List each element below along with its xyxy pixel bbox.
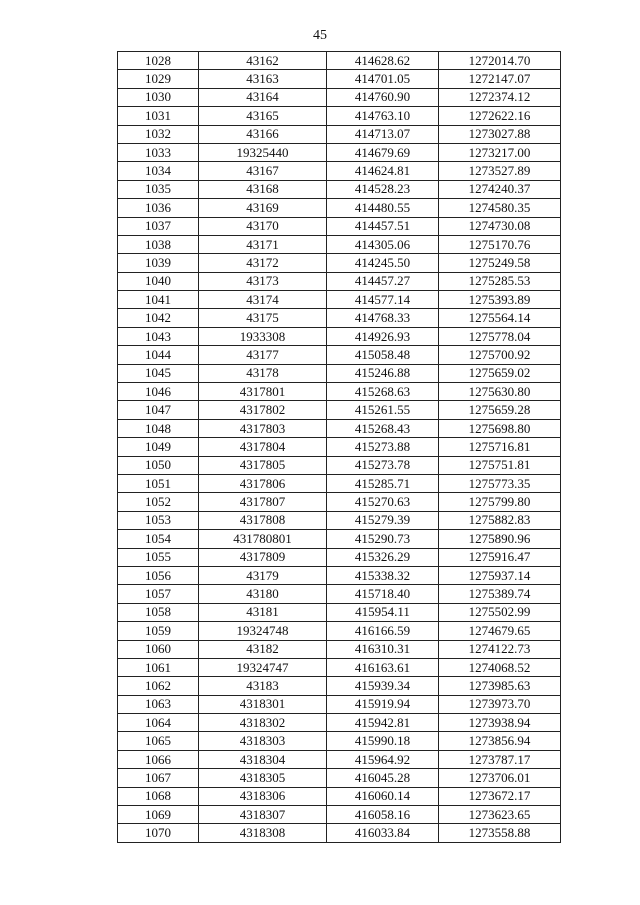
row-index-cell: 1032 [118, 125, 199, 143]
y-coordinate-cell: 1275659.28 [439, 401, 561, 419]
row-index-cell: 1054 [118, 530, 199, 548]
row-index-cell: 1049 [118, 438, 199, 456]
point-id-cell: 19324748 [199, 622, 327, 640]
x-coordinate-cell: 415273.78 [327, 456, 439, 474]
table-row [118, 695, 561, 713]
point-id-cell: 4317804 [199, 438, 327, 456]
y-coordinate-cell: 1273027.88 [439, 125, 561, 143]
y-coordinate-cell: 1274730.08 [439, 217, 561, 235]
y-coordinate-cell: 1272374.12 [439, 88, 561, 106]
row-index-cell: 1030 [118, 88, 199, 106]
table-row [118, 548, 561, 566]
point-id-cell: 43165 [199, 107, 327, 125]
row-index-cell: 1044 [118, 346, 199, 364]
y-coordinate-cell: 1275393.89 [439, 291, 561, 309]
x-coordinate-cell: 414926.93 [327, 327, 439, 345]
row-index-cell: 1055 [118, 548, 199, 566]
row-index-cell: 1046 [118, 383, 199, 401]
row-index-cell: 1059 [118, 622, 199, 640]
table-row [118, 474, 561, 492]
page-number: 45 [313, 28, 327, 43]
row-index-cell: 1064 [118, 714, 199, 732]
y-coordinate-cell: 1273856.94 [439, 732, 561, 750]
y-coordinate-cell: 1273558.88 [439, 824, 561, 842]
table-row [118, 107, 561, 125]
y-coordinate-cell: 1272014.70 [439, 52, 561, 70]
table-row [118, 162, 561, 180]
point-id-cell: 4318302 [199, 714, 327, 732]
table-row [118, 199, 561, 217]
x-coordinate-cell: 415268.43 [327, 419, 439, 437]
row-index-cell: 1062 [118, 677, 199, 695]
row-index-cell: 1058 [118, 603, 199, 621]
point-id-cell: 4317801 [199, 383, 327, 401]
x-coordinate-cell: 414760.90 [327, 88, 439, 106]
table-row [118, 732, 561, 750]
table-row [118, 787, 561, 805]
table-row [118, 419, 561, 437]
x-coordinate-cell: 414701.05 [327, 70, 439, 88]
table-body [118, 52, 561, 843]
table-row [118, 235, 561, 253]
point-id-cell: 43183 [199, 677, 327, 695]
table-row [118, 658, 561, 676]
x-coordinate-cell: 414457.51 [327, 217, 439, 235]
point-id-cell: 43174 [199, 291, 327, 309]
point-id-cell: 43180 [199, 585, 327, 603]
y-coordinate-cell: 1275285.53 [439, 272, 561, 290]
x-coordinate-cell: 415326.29 [327, 548, 439, 566]
y-coordinate-cell: 1275890.96 [439, 530, 561, 548]
y-coordinate-cell: 1275564.14 [439, 309, 561, 327]
point-id-cell: 4318307 [199, 806, 327, 824]
point-id-cell: 43162 [199, 52, 327, 70]
row-index-cell: 1038 [118, 235, 199, 253]
row-index-cell: 1067 [118, 769, 199, 787]
table-row [118, 383, 561, 401]
y-coordinate-cell: 1274240.37 [439, 180, 561, 198]
row-index-cell: 1070 [118, 824, 199, 842]
x-coordinate-cell: 415268.63 [327, 383, 439, 401]
point-id-cell: 4318305 [199, 769, 327, 787]
y-coordinate-cell: 1275659.02 [439, 364, 561, 382]
x-coordinate-cell: 414713.07 [327, 125, 439, 143]
x-coordinate-cell: 415273.88 [327, 438, 439, 456]
row-index-cell: 1045 [118, 364, 199, 382]
point-id-cell: 4317805 [199, 456, 327, 474]
row-index-cell: 1037 [118, 217, 199, 235]
row-index-cell: 1051 [118, 474, 199, 492]
y-coordinate-cell: 1273787.17 [439, 750, 561, 768]
x-coordinate-cell: 414628.62 [327, 52, 439, 70]
x-coordinate-cell: 414577.14 [327, 291, 439, 309]
row-index-cell: 1041 [118, 291, 199, 309]
table-row [118, 566, 561, 584]
table-row [118, 530, 561, 548]
table-row [118, 180, 561, 198]
y-coordinate-cell: 1272622.16 [439, 107, 561, 125]
point-id-cell: 43175 [199, 309, 327, 327]
x-coordinate-cell: 416310.31 [327, 640, 439, 658]
point-id-cell: 4317806 [199, 474, 327, 492]
row-index-cell: 1066 [118, 750, 199, 768]
table-row [118, 714, 561, 732]
y-coordinate-cell: 1275937.14 [439, 566, 561, 584]
row-index-cell: 1053 [118, 511, 199, 529]
table-row [118, 364, 561, 382]
point-id-cell: 43170 [199, 217, 327, 235]
row-index-cell: 1035 [118, 180, 199, 198]
point-id-cell: 19324747 [199, 658, 327, 676]
row-index-cell: 1069 [118, 806, 199, 824]
y-coordinate-cell: 1275502.99 [439, 603, 561, 621]
x-coordinate-cell: 415942.81 [327, 714, 439, 732]
table-row [118, 640, 561, 658]
point-id-cell: 43166 [199, 125, 327, 143]
x-coordinate-cell: 414528.23 [327, 180, 439, 198]
x-coordinate-cell: 415964.92 [327, 750, 439, 768]
y-coordinate-cell: 1274679.65 [439, 622, 561, 640]
x-coordinate-cell: 414763.10 [327, 107, 439, 125]
y-coordinate-cell: 1275700.92 [439, 346, 561, 364]
x-coordinate-cell: 414457.27 [327, 272, 439, 290]
coordinates-table [117, 51, 561, 843]
row-index-cell: 1052 [118, 493, 199, 511]
y-coordinate-cell: 1273973.70 [439, 695, 561, 713]
x-coordinate-cell: 415954.11 [327, 603, 439, 621]
x-coordinate-cell: 416166.59 [327, 622, 439, 640]
point-id-cell: 1933308 [199, 327, 327, 345]
table-row [118, 309, 561, 327]
x-coordinate-cell: 415990.18 [327, 732, 439, 750]
y-coordinate-cell: 1275799.80 [439, 493, 561, 511]
x-coordinate-cell: 414679.69 [327, 143, 439, 161]
y-coordinate-cell: 1274068.52 [439, 658, 561, 676]
point-id-cell: 43169 [199, 199, 327, 217]
point-id-cell: 4318304 [199, 750, 327, 768]
row-index-cell: 1043 [118, 327, 199, 345]
y-coordinate-cell: 1275773.35 [439, 474, 561, 492]
x-coordinate-cell: 414305.06 [327, 235, 439, 253]
table-row [118, 217, 561, 235]
y-coordinate-cell: 1273623.65 [439, 806, 561, 824]
row-index-cell: 1036 [118, 199, 199, 217]
point-id-cell: 43173 [199, 272, 327, 290]
x-coordinate-cell: 415290.73 [327, 530, 439, 548]
point-id-cell: 4317802 [199, 401, 327, 419]
point-id-cell: 43178 [199, 364, 327, 382]
table-row [118, 125, 561, 143]
y-coordinate-cell: 1274122.73 [439, 640, 561, 658]
table-row [118, 401, 561, 419]
point-id-cell: 43163 [199, 70, 327, 88]
row-index-cell: 1050 [118, 456, 199, 474]
y-coordinate-cell: 1275630.80 [439, 383, 561, 401]
y-coordinate-cell: 1275916.47 [439, 548, 561, 566]
row-index-cell: 1042 [118, 309, 199, 327]
y-coordinate-cell: 1273672.17 [439, 787, 561, 805]
row-index-cell: 1056 [118, 566, 199, 584]
table-row [118, 769, 561, 787]
point-id-cell: 19325440 [199, 143, 327, 161]
x-coordinate-cell: 416045.28 [327, 769, 439, 787]
point-id-cell: 43182 [199, 640, 327, 658]
x-coordinate-cell: 416060.14 [327, 787, 439, 805]
x-coordinate-cell: 415261.55 [327, 401, 439, 419]
table-row [118, 52, 561, 70]
point-id-cell: 4317807 [199, 493, 327, 511]
row-index-cell: 1065 [118, 732, 199, 750]
point-id-cell: 43179 [199, 566, 327, 584]
table-row [118, 291, 561, 309]
row-index-cell: 1063 [118, 695, 199, 713]
y-coordinate-cell: 1275751.81 [439, 456, 561, 474]
y-coordinate-cell: 1272147.07 [439, 70, 561, 88]
row-index-cell: 1040 [118, 272, 199, 290]
table-row [118, 750, 561, 768]
table-row [118, 493, 561, 511]
y-coordinate-cell: 1275389.74 [439, 585, 561, 603]
point-id-cell: 431780801 [199, 530, 327, 548]
table-row [118, 456, 561, 474]
y-coordinate-cell: 1273217.00 [439, 143, 561, 161]
table-row [118, 438, 561, 456]
table-row [118, 143, 561, 161]
point-id-cell: 43167 [199, 162, 327, 180]
x-coordinate-cell: 415939.34 [327, 677, 439, 695]
x-coordinate-cell: 414245.50 [327, 254, 439, 272]
point-id-cell: 43181 [199, 603, 327, 621]
table-row [118, 346, 561, 364]
y-coordinate-cell: 1275778.04 [439, 327, 561, 345]
point-id-cell: 4317803 [199, 419, 327, 437]
x-coordinate-cell: 416058.16 [327, 806, 439, 824]
x-coordinate-cell: 414624.81 [327, 162, 439, 180]
point-id-cell: 43164 [199, 88, 327, 106]
row-index-cell: 1033 [118, 143, 199, 161]
row-index-cell: 1060 [118, 640, 199, 658]
row-index-cell: 1061 [118, 658, 199, 676]
row-index-cell: 1047 [118, 401, 199, 419]
x-coordinate-cell: 416163.61 [327, 658, 439, 676]
table-row [118, 622, 561, 640]
y-coordinate-cell: 1273706.01 [439, 769, 561, 787]
table-row [118, 88, 561, 106]
y-coordinate-cell: 1275249.58 [439, 254, 561, 272]
point-id-cell: 4317808 [199, 511, 327, 529]
row-index-cell: 1028 [118, 52, 199, 70]
table-row [118, 272, 561, 290]
y-coordinate-cell: 1274580.35 [439, 199, 561, 217]
y-coordinate-cell: 1273527.89 [439, 162, 561, 180]
x-coordinate-cell: 415270.63 [327, 493, 439, 511]
x-coordinate-cell: 414768.33 [327, 309, 439, 327]
point-id-cell: 4318308 [199, 824, 327, 842]
x-coordinate-cell: 415246.88 [327, 364, 439, 382]
table-row [118, 806, 561, 824]
point-id-cell: 4317809 [199, 548, 327, 566]
point-id-cell: 43168 [199, 180, 327, 198]
table-row [118, 327, 561, 345]
row-index-cell: 1039 [118, 254, 199, 272]
row-index-cell: 1029 [118, 70, 199, 88]
x-coordinate-cell: 415338.32 [327, 566, 439, 584]
x-coordinate-cell: 415279.39 [327, 511, 439, 529]
point-id-cell: 4318306 [199, 787, 327, 805]
point-id-cell: 43172 [199, 254, 327, 272]
point-id-cell: 43177 [199, 346, 327, 364]
x-coordinate-cell: 416033.84 [327, 824, 439, 842]
row-index-cell: 1034 [118, 162, 199, 180]
y-coordinate-cell: 1275716.81 [439, 438, 561, 456]
point-id-cell: 4318301 [199, 695, 327, 713]
row-index-cell: 1031 [118, 107, 199, 125]
row-index-cell: 1048 [118, 419, 199, 437]
table-row [118, 677, 561, 695]
point-id-cell: 4318303 [199, 732, 327, 750]
row-index-cell: 1068 [118, 787, 199, 805]
x-coordinate-cell: 414480.55 [327, 199, 439, 217]
x-coordinate-cell: 415718.40 [327, 585, 439, 603]
y-coordinate-cell: 1275882.83 [439, 511, 561, 529]
x-coordinate-cell: 415058.48 [327, 346, 439, 364]
table-row [118, 511, 561, 529]
x-coordinate-cell: 415919.94 [327, 695, 439, 713]
table-row [118, 603, 561, 621]
table-row [118, 824, 561, 842]
y-coordinate-cell: 1275170.76 [439, 235, 561, 253]
table-row [118, 585, 561, 603]
row-index-cell: 1057 [118, 585, 199, 603]
table-row [118, 254, 561, 272]
point-id-cell: 43171 [199, 235, 327, 253]
x-coordinate-cell: 415285.71 [327, 474, 439, 492]
table-row [118, 70, 561, 88]
y-coordinate-cell: 1273938.94 [439, 714, 561, 732]
y-coordinate-cell: 1273985.63 [439, 677, 561, 695]
y-coordinate-cell: 1275698.80 [439, 419, 561, 437]
